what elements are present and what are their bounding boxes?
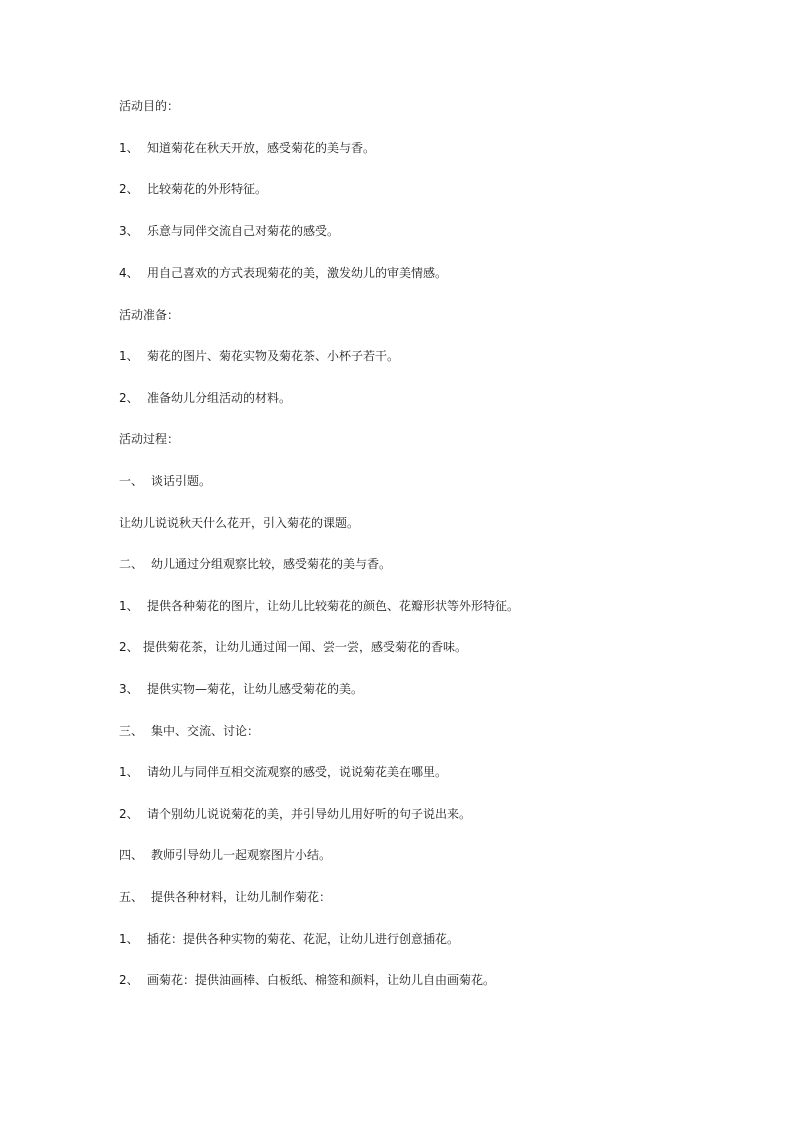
- goal-item-2: [119, 181, 267, 197]
- step-text: 谈话引题。: [151, 474, 212, 488]
- heading-prep: [119, 307, 179, 323]
- item-text: 插花：提供各种实物的菊花、花泥，让幼儿进行创意插花。: [147, 932, 460, 946]
- item-number: 1、: [119, 349, 139, 363]
- step2-item-1: [119, 598, 519, 614]
- step5-item-1: [119, 931, 459, 947]
- step-text: 集中、交流、讨论：: [151, 724, 260, 738]
- item-text: 画菊花：提供油画棒、白板纸、棉签和颜料，让幼儿自由画菊花。: [147, 973, 496, 987]
- item-text: 乐意与同伴交流自己对菊花的感受。: [147, 224, 340, 238]
- item-text: 提供菊花茶，让幼儿通过闻一闻、尝一尝，感受菊花的香味。: [143, 640, 468, 654]
- process-step-4: [119, 847, 331, 863]
- item-text: 提供实物—菊花，让幼儿感受菊花的美。: [147, 682, 364, 696]
- item-number: 1、: [119, 932, 139, 946]
- process-step-1-desc: [119, 515, 359, 531]
- item-number: 2、: [119, 640, 139, 654]
- item-number: 3、: [119, 682, 139, 696]
- heading-process: [119, 431, 179, 447]
- heading-goals: [119, 98, 179, 114]
- goal-item-4: [119, 265, 447, 281]
- item-text: 准备幼儿分组活动的材料。: [147, 391, 292, 405]
- step-number: 四、: [119, 848, 144, 862]
- item-text: 提供各种菊花的图片，让幼儿比较菊花的颜色、花瓣形状等外形特征。: [147, 599, 520, 613]
- step2-item-3: [119, 681, 363, 697]
- process-step-3: [119, 723, 259, 739]
- step-text: 教师引导幼儿一起观察图片小结。: [151, 848, 332, 862]
- heading-text: 活动准备：: [119, 308, 180, 322]
- process-step-2: [119, 556, 391, 572]
- goal-item-1: [119, 140, 375, 156]
- item-text: 比较菊花的外形特征。: [147, 182, 268, 196]
- item-number: 2、: [119, 807, 139, 821]
- goal-item-3: [119, 223, 339, 239]
- item-number: 1、: [119, 765, 139, 779]
- step5-item-2: [119, 972, 495, 988]
- step-number: 一、: [119, 474, 144, 488]
- step-text: 提供各种材料，让幼儿制作菊花：: [151, 890, 332, 904]
- item-text: 请个别幼儿说说菊花的美，并引导幼儿用好听的句子说出来。: [147, 807, 472, 821]
- step-text: 幼儿通过分组观察比较，感受菊花的美与香。: [151, 557, 392, 571]
- prep-item-1: [119, 348, 399, 364]
- step-number: 三、: [119, 724, 144, 738]
- process-step-5: [119, 889, 331, 905]
- item-text: 知道菊花在秋天开放，感受菊花的美与香。: [147, 141, 376, 155]
- step-number: 五、: [119, 890, 144, 904]
- heading-text: 活动过程：: [119, 432, 180, 446]
- item-number: 2、: [119, 182, 139, 196]
- item-number: 2、: [119, 973, 139, 987]
- step3-item-2: [119, 806, 471, 822]
- heading-text: 活动目的：: [119, 99, 180, 113]
- step3-item-1: [119, 764, 447, 780]
- prep-item-2: [119, 390, 291, 406]
- item-number: 1、: [119, 141, 139, 155]
- item-text: 菊花的图片、菊花实物及菊花茶、小杯子若干。: [147, 349, 400, 363]
- step-desc-text: 让幼儿说说秋天什么花开，引入菊花的课题。: [119, 516, 360, 530]
- item-number: 1、: [119, 599, 139, 613]
- step-number: 二、: [119, 557, 144, 571]
- item-number: 2、: [119, 391, 139, 405]
- item-text: 用自己喜欢的方式表现菊花的美，激发幼儿的审美情感。: [147, 266, 448, 280]
- item-number: 4、: [119, 266, 139, 280]
- item-text: 请幼儿与同伴互相交流观察的感受，说说菊花美在哪里。: [147, 765, 448, 779]
- item-number: 3、: [119, 224, 139, 238]
- process-step-1: [119, 473, 211, 489]
- step2-item-2: [119, 639, 467, 655]
